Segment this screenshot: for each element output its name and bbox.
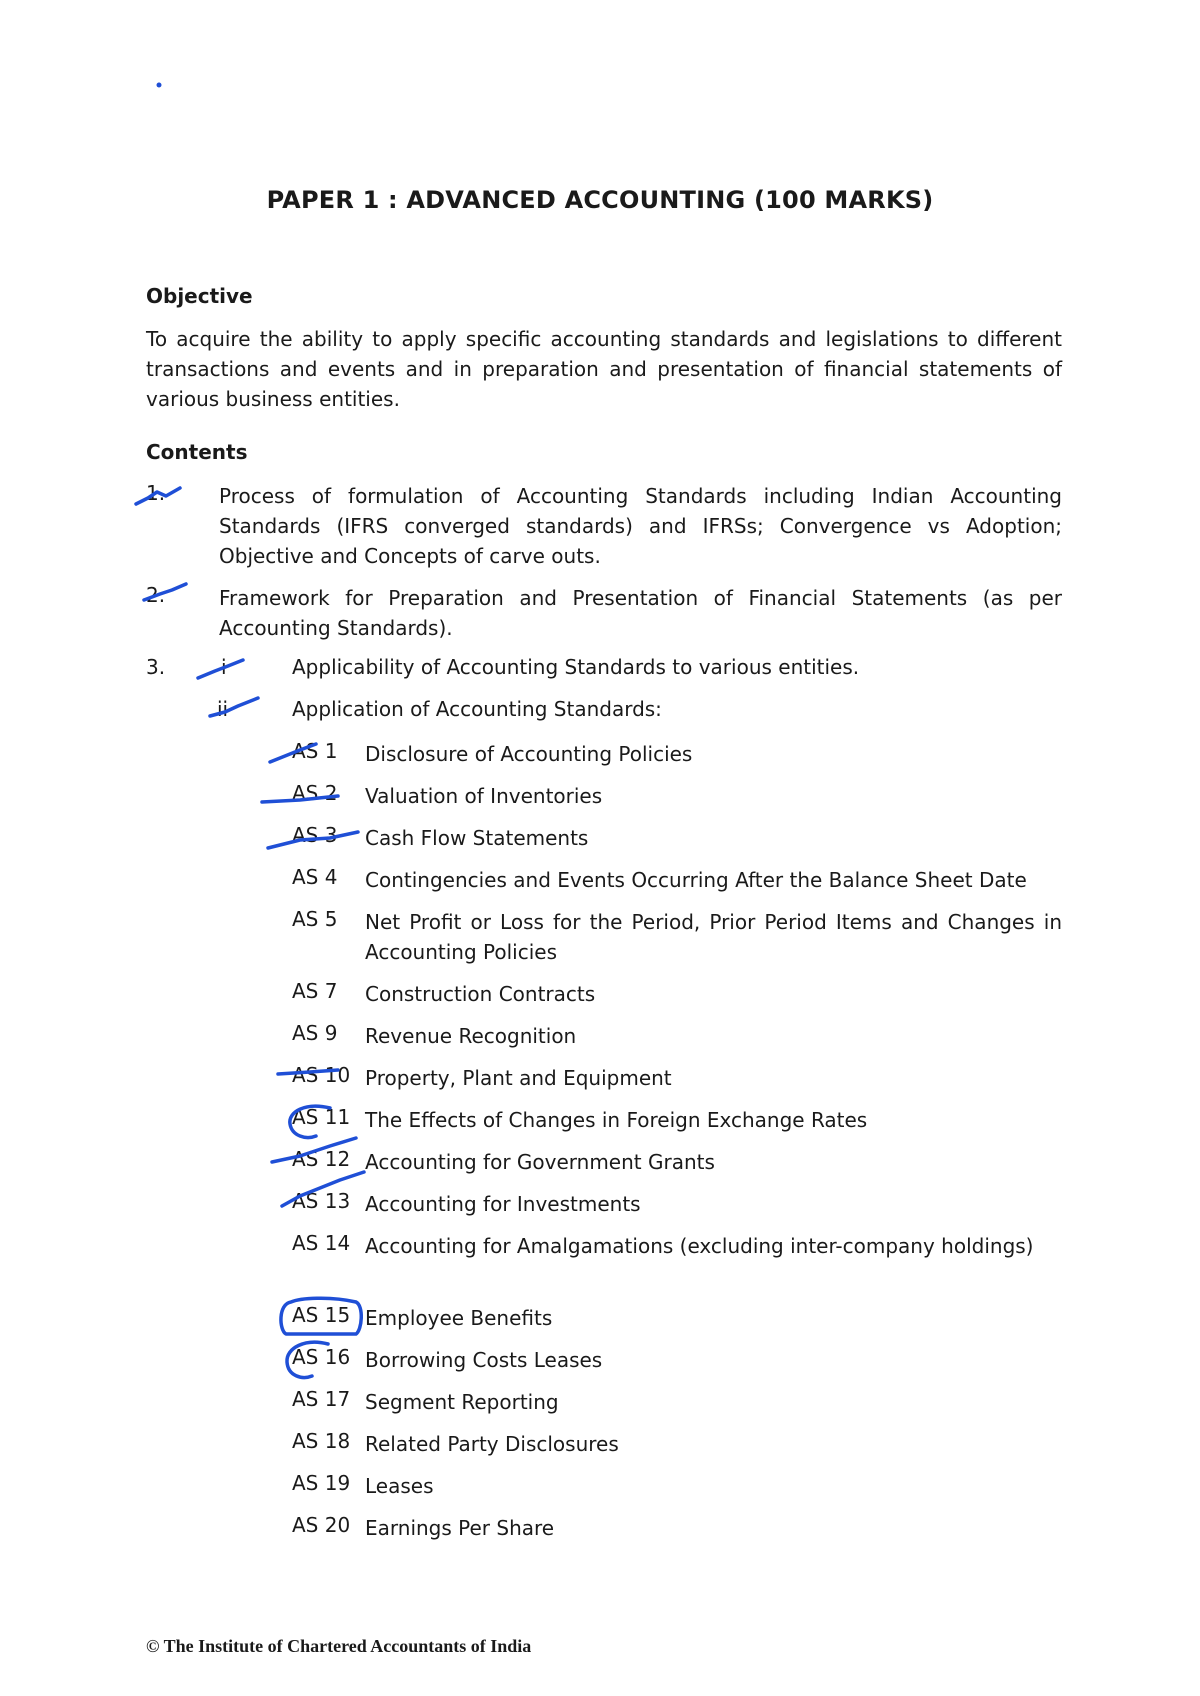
standard-code: AS 4: [292, 865, 338, 889]
objective-heading: Objective: [146, 284, 253, 308]
standard-code: AS 11: [292, 1105, 351, 1129]
standard-row: [292, 1063, 1062, 1093]
standard-code: AS 13: [292, 1189, 351, 1213]
standard-code: AS 3: [292, 823, 338, 847]
standard-title: Employee Benefits: [365, 1306, 553, 1330]
standard-title: Borrowing Costs Leases: [365, 1348, 603, 1372]
standard-code: AS 17: [292, 1387, 351, 1411]
standard-code: AS 1: [292, 739, 338, 763]
standard-row: [292, 1513, 1062, 1543]
standard-row: [292, 1147, 1062, 1177]
standard-title: Contingencies and Events Occurring After the Balance Sheet Date: [365, 868, 1027, 892]
standard-row: [292, 865, 1062, 895]
standard-row: [292, 781, 1062, 811]
standard-code: AS 5: [292, 907, 338, 931]
standard-row: [292, 1231, 1062, 1261]
standard-code: AS 7: [292, 979, 338, 1003]
standard-code: AS 20: [292, 1513, 351, 1537]
item-number: 2.: [146, 583, 166, 607]
standard-title: Net Profit or Loss for the Period, Prior Period Items and Changes in Accounting Policies: [365, 910, 1062, 964]
item-number: 3.: [146, 655, 166, 679]
standard-row: [292, 1387, 1062, 1417]
standard-title: Segment Reporting: [365, 1390, 559, 1414]
standard-title: Disclosure of Accounting Policies: [365, 742, 693, 766]
standard-code: AS 9: [292, 1021, 338, 1045]
standard-title: Related Party Disclosures: [365, 1432, 619, 1456]
standard-row: [292, 1021, 1062, 1051]
standard-row: [292, 1345, 1062, 1375]
standard-code: AS 18: [292, 1429, 351, 1453]
standard-title: Revenue Recognition: [365, 1024, 577, 1048]
standard-row: [292, 1303, 1062, 1333]
standard-title: Construction Contracts: [365, 982, 596, 1006]
standard-row: [292, 1471, 1062, 1501]
standard-title: Property, Plant and Equipment: [365, 1066, 672, 1090]
standard-title: Accounting for Government Grants: [365, 1150, 715, 1174]
standard-code: AS 10: [292, 1063, 351, 1087]
standard-row: [292, 1189, 1062, 1219]
standard-row: [292, 739, 1062, 769]
standard-title: Leases: [365, 1474, 434, 1498]
standard-title: Cash Flow Statements: [365, 826, 589, 850]
item-text: Framework for Preparation and Presentation of Financial Statements (as per Accounting Standards).: [219, 586, 1062, 640]
contents-heading: Contents: [146, 440, 248, 464]
objective-text: To acquire the ability to apply specific accounting standards and legislations to different transactions and events and in preparation and presentation of financial statements of various business entities.: [146, 327, 1062, 411]
standard-code: AS 14: [292, 1231, 351, 1255]
standard-row: [292, 823, 1062, 853]
standard-row: [292, 1429, 1062, 1459]
standard-code: AS 15: [292, 1303, 351, 1327]
standard-code: AS 19: [292, 1471, 351, 1495]
sub-item-text: Applicability of Accounting Standards to various entities.: [292, 655, 860, 679]
standard-title: Accounting for Amalgamations (excluding inter-company holdings): [365, 1234, 1034, 1258]
sub-item-text: Application of Accounting Standards:: [292, 697, 662, 721]
standard-title: Earnings Per Share: [365, 1516, 555, 1540]
standard-row: [292, 1105, 1062, 1135]
item-text: Process of formulation of Accounting Standards including Indian Accounting Standards (IFRS converged standards) and IFRSs; Convergence vs Adoption; Objective and Concepts of carve outs.: [219, 484, 1062, 568]
standard-code: AS 12: [292, 1147, 351, 1171]
ink-dot: [157, 83, 162, 88]
standard-code: AS 16: [292, 1345, 351, 1369]
standard-title: Accounting for Investments: [365, 1192, 641, 1216]
standard-row: [292, 907, 1062, 964]
standard-title: Valuation of Inventories: [365, 784, 603, 808]
standard-row: [292, 979, 1062, 1009]
standard-code: AS 2: [292, 781, 338, 805]
sub-item-number: i: [221, 655, 227, 679]
copyright-footer: © The Institute of Chartered Accountants of India: [146, 1636, 532, 1656]
standard-title: The Effects of Changes in Foreign Exchange Rates: [365, 1108, 868, 1132]
sub-item-number: ii: [217, 697, 229, 721]
page-title: PAPER 1 : ADVANCED ACCOUNTING (100 MARKS): [266, 186, 934, 214]
item-number: 1.: [146, 481, 166, 505]
